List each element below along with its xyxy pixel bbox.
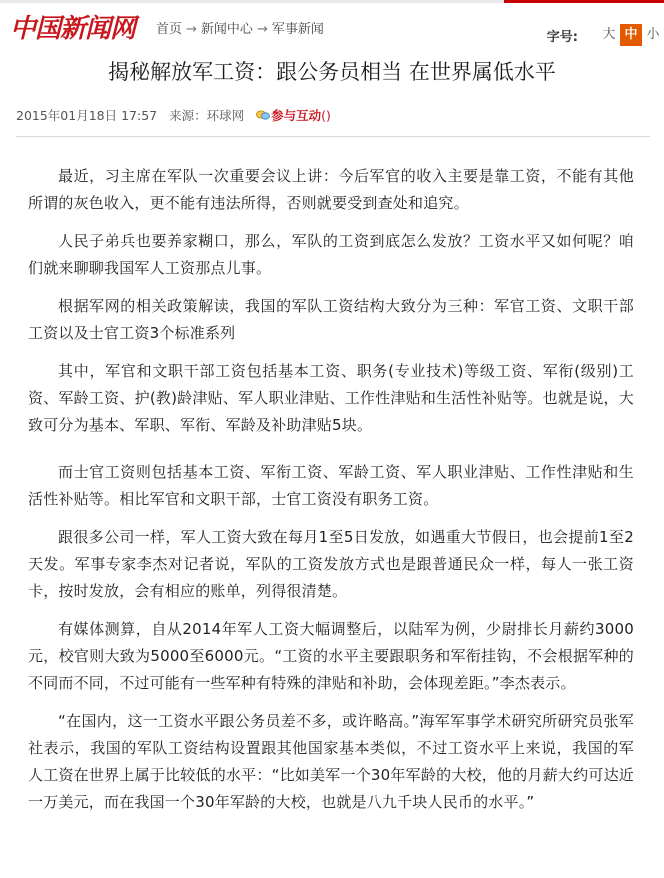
article-source: 来源：环球网 [169, 108, 245, 123]
article-paragraph: 而士官工资则包括基本工资、军衔工资、军龄工资、军人职业津贴、工作性津贴和生活性补贴等。相比军官和文职干部，士官工资没有职务工资。 [28, 463, 634, 508]
article-paragraph: 有媒体测算，自从2014年军人工资大幅调整后，以陆军为例，少尉排长月薪约3000元，校官则大致为5000至6000元。“工资的水平主要跟职务和军衔挂钩，不会根据军种的不同而不同，不过可能有一些军种有特殊的津贴和补助，会体现差距。”李杰表示。 [28, 620, 634, 692]
article-paragraph: “在国内，这一工资水平跟公务员差不多，或许略高。”海军军事学术研究所研究员张军社表示，我国的军队工资结构设置跟其他国家基本类似，不过工资水平上来说，我国的军人工资在世界上属于比较低的水平：“比如美军一个30年军龄的大校，他的月薪大约可达近一万美元，而在我国一个30年军龄的大校，也就是八九千块人民币的水平。” [28, 712, 634, 811]
font-size-small-button[interactable]: 小 [646, 27, 660, 42]
breadcrumb-military-link[interactable]: 军事新闻 [271, 22, 324, 37]
interact-count: () [321, 108, 331, 123]
font-size-control [547, 24, 664, 46]
article-paragraph: 根据军网的相关政策解读，我国的军队工资结构大致分为三种：军官工资、文职干部工资以及士官工资3个标准系列 [28, 297, 634, 342]
interact-link[interactable]: 参与互动 [271, 108, 322, 123]
breadcrumb [156, 18, 324, 37]
article-title: 揭秘解放军工资：跟公务员相当 在世界属低水平 [108, 60, 556, 84]
breadcrumb-home-link[interactable]: 首页 [156, 22, 183, 37]
font-size-large-button[interactable]: 大 [602, 27, 616, 42]
publish-date: 2015年01月18日 17:57 [16, 108, 158, 123]
site-logo[interactable]: 中国新闻网 [10, 14, 136, 44]
chat-bubble-icon[interactable] [256, 110, 270, 121]
font-size-label: 字号: [546, 29, 578, 45]
breadcrumb-news-center-link[interactable]: 新闻中心 [200, 22, 253, 37]
breadcrumb-arrow-icon: → [186, 22, 197, 37]
article-paragraph: 跟很多公司一样，军人工资大致在每月1至5日发放，如遇重大节假日，也会提前1至2天发。军事专家李杰对记者说，军队的工资发放方式也是跟普通民众一样，每人一张工资卡，按时发放，会有相应的账单，列得很清楚。 [28, 528, 634, 600]
page-header [0, 4, 664, 48]
breadcrumb-arrow-icon: → [256, 22, 268, 37]
meta-divider [16, 136, 650, 137]
top-accent-red [504, 0, 664, 3]
article-paragraph: 其中，军官和文职干部工资包括基本工资、职务(专业技术)等级工资、军衔(级别)工资、军龄工资、护(教)龄津贴、军人职业津贴、工作性津贴和生活性补贴等。也就是说，大致可分为基本、军职、军衔、军龄及补助津贴5块。 [28, 362, 634, 434]
font-size-medium-button[interactable]: 中 [620, 24, 642, 46]
article-paragraph: 最近，习主席在军队一次重要会议上讲：今后军官的收入主要是靠工资，不能有其他所谓的灰色收入，更不能有违法所得，否则就要受到查处和追究。 [28, 167, 634, 212]
article-body [28, 163, 634, 827]
article-meta [16, 106, 331, 124]
article-paragraph: 人民子弟兵也要养家糊口，那么，军队的工资到底怎么发放？工资水平又如何呢？咱们就来聊聊我国军人工资那点儿事。 [28, 232, 634, 277]
